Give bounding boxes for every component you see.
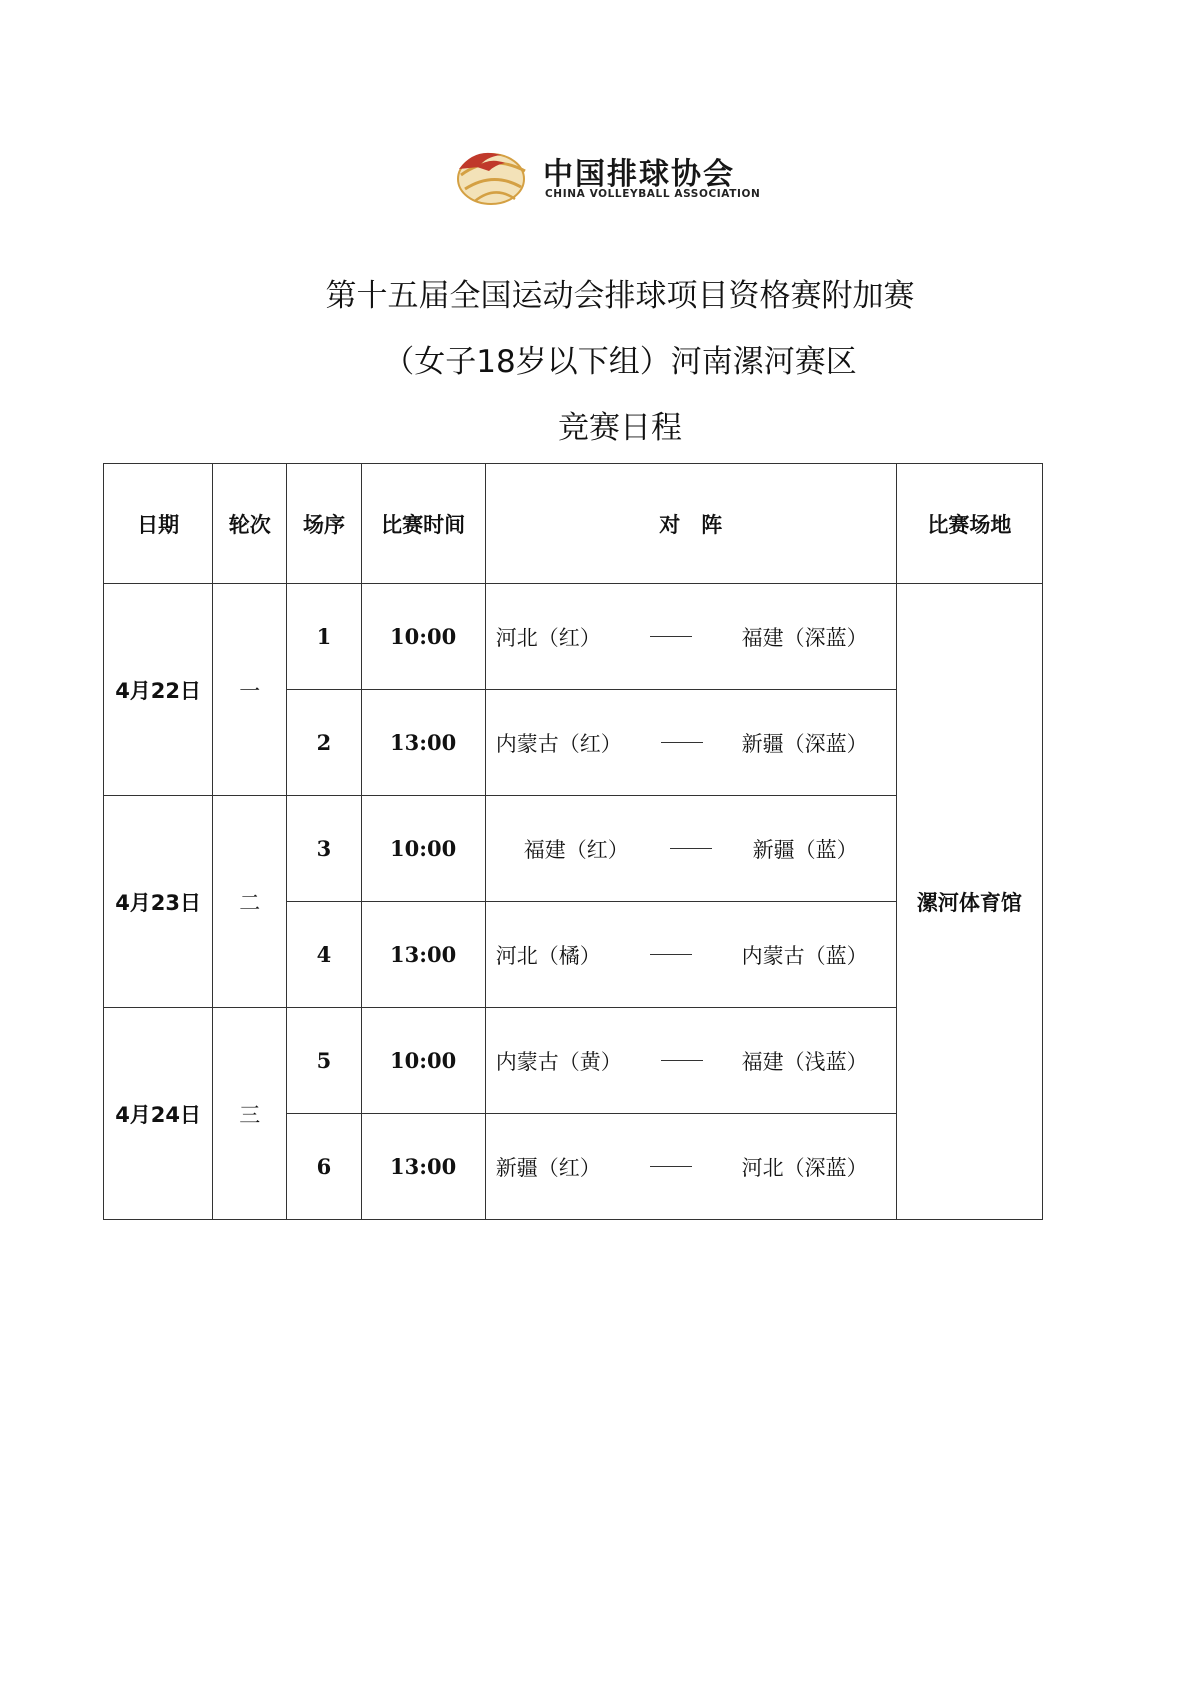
home-team: 新疆（红） [495, 1155, 601, 1180]
date-cell: 4月23日 [104, 796, 213, 1008]
seq-cell: 3 [287, 796, 361, 902]
seq-cell: 1 [287, 584, 361, 690]
versus-dash [650, 954, 692, 955]
away-team: 河北（深蓝） [741, 1155, 868, 1180]
versus-dash [661, 1060, 703, 1061]
versus-dash [650, 1166, 692, 1167]
header-time: 比赛时间 [361, 464, 485, 584]
match-cell [485, 796, 896, 902]
home-team: 内蒙古（黄） [495, 1049, 622, 1074]
seq-cell: 6 [287, 1114, 361, 1220]
header-date: 日期 [104, 464, 213, 584]
match-cell [485, 690, 896, 796]
away-team: 新疆（深蓝） [741, 731, 868, 756]
header-venue: 比赛场地 [896, 464, 1042, 584]
volleyball-emblem-icon [455, 145, 533, 207]
away-team: 福建（深蓝） [741, 625, 868, 650]
time-cell: 10:00 [361, 584, 485, 690]
time-cell: 13:00 [361, 690, 485, 796]
away-team: 福建（浅蓝） [741, 1049, 868, 1074]
versus-dash [661, 742, 703, 743]
logo-chinese-name: 中国排球协会 [543, 157, 735, 192]
round-cell: 二 [213, 796, 287, 1008]
logo-english-name: CHINA VOLLEYBALL ASSOCIATION [545, 188, 761, 200]
time-cell: 13:00 [361, 902, 485, 1008]
table-row [104, 584, 1043, 690]
header-seq: 场序 [287, 464, 361, 584]
home-team: 河北（橘） [495, 943, 601, 968]
time-cell: 13:00 [361, 1114, 485, 1220]
association-logo [455, 145, 761, 207]
away-team: 内蒙古（蓝） [741, 943, 868, 968]
match-cell [485, 902, 896, 1008]
match-cell [485, 1008, 896, 1114]
versus-dash [650, 636, 692, 637]
header-row [104, 464, 1043, 584]
seq-cell: 5 [287, 1008, 361, 1114]
versus-dash [670, 848, 712, 849]
document-subtitle: （女子18岁以下组）河南漯河赛区 [383, 344, 857, 380]
header-round: 轮次 [213, 464, 287, 584]
round-cell: 一 [213, 584, 287, 796]
home-team: 河北（红） [495, 625, 601, 650]
home-team: 内蒙古（红） [495, 731, 622, 756]
venue-cell: 漯河体育馆 [896, 584, 1042, 1220]
away-team: 新疆（蓝） [752, 837, 858, 862]
time-cell: 10:00 [361, 796, 485, 902]
home-team: 福建（红） [523, 837, 629, 862]
seq-cell: 4 [287, 902, 361, 1008]
header-match: 对 阵 [485, 464, 896, 584]
match-cell [485, 584, 896, 690]
match-cell [485, 1114, 896, 1220]
schedule-table [103, 463, 1043, 1220]
schedule-heading: 竞赛日程 [558, 410, 682, 446]
document-title: 第十五届全国运动会排球项目资格赛附加赛 [325, 278, 915, 314]
date-cell: 4月24日 [104, 1008, 213, 1220]
time-cell: 10:00 [361, 1008, 485, 1114]
round-cell: 三 [213, 1008, 287, 1220]
date-cell: 4月22日 [104, 584, 213, 796]
seq-cell: 2 [287, 690, 361, 796]
